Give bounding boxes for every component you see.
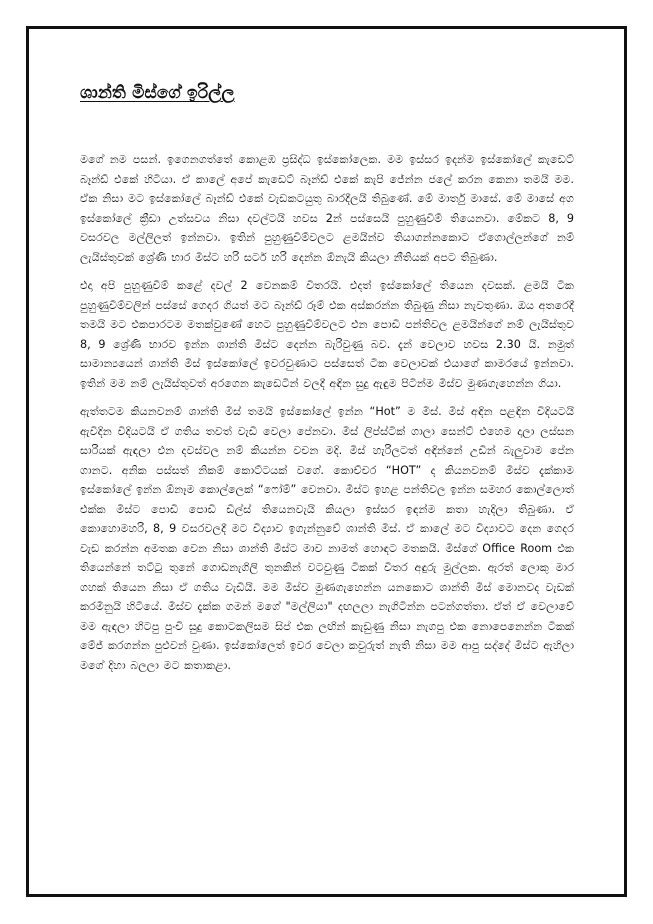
- paragraph-3: ඇත්තටම කියනවනම් ශාන්ති මිස් තමයි ඉස්කෝලේ ඉන්න “Hot” ම මිස්. මිස් අඳින පළඳින විදියටයි ඇවිදින විදියටයි ඒ ගතිය තවත් වැඩි වෙලා පේනවා. මිස් ලිප්ස්ටික් ගාලා සෙන්ට් එහෙම දාලා ලස්සන සාරියක් ඇඳලා එන දවස්වල නම් කියන්න වචන මදි. මිස් හැරිලටත් අඳින්නේ උඩින් බැලුවාම පේන ගානට. අනික පස්සත් නිකම් කොට්ටයක් වගේ. කොච්චර “HOT” ද කියනවනම් මිස්ව දැක්කාම ඉස්කෝලේ ඉන්න ඕනෑම කොල්ලෙක් “ෆෝම්” වෙනවා. මිස්ට ඉහළ පන්තිවල ඉන්න සමහර කොල්ලොත් එක්ක මිස්ට පොඩි පොඩි ඩීල්ස් තියෙනවැයි කියලා ඉස්සර ඉඳන්ම කතා හැදිලා තිබුණා. ඒ කොහොමහරි, 8, 9 වසරවලදී මට විද්‍යාව ඉගැන්නුවේ ශාන්ති මිස්. ඒ කාලේ මට විද්‍යාවට දෙන ගෙදර වැඩ කරන්න අමතක වෙන නිසා ශාන්ති මිස්ට මාව නාමත් හොඳට මතකයි. මිස්ගේ Office Room එක තියෙන්නේ තට්ටු තුනේ ගොඩනැගිලි තුනකින් වටවුණු ටිකක් විතර අඳුරු මුල්ලක. ඇරත් ලොකු මාර ගහක් තියෙන නිසා ඒ ගතිය වැඩියි. මම මිස්ව මුණගැහෙන්න යනකොට ශාන්ති මිස් මොනවද වැඩක් කරමිනුයි හිටියේ. මිස්ව දැක්ක ගමන් මගේ "මල්ලියා" දඟලලා නැගිටින්න පටන්ගත්තා. ඒත් ඒ වෙලාවේ මම ඇඳලා හිටපු පුංචි සුදු කොටකලිසම සිප් එක ලඟින් කැඩුණු නිසා නැගපු එක නොපෙනෙන්න ටිකක් මේජ් කරගන්න පුළුවන් වුණා. ඉස්කෝලෙත් ඉවර වෙලා කවුරුත් නැති නිසා මම ආපු සද්දේ මිස්ට ඇහිලා මගේ දිහා බලලා මට කතාකළා.: [80, 405, 574, 672]
- paragraph-1: මගේ නම පසන්. ඉගෙනගත්තේ කොළඹ ප්‍රසිද්ධ ඉස්කෝලෙක. මම ඉස්සර ඉදන්ම ඉස්කෝලේ කැඩෙට් බෑන්ඩ් එකේ හිටියා. ඒ කාලේ අපේ කැඩෙට් බෑන්ඩ් එකේ කැපි ජේන්න ජලේ කරන කෙනා තමයි මම. ඒක නිසා මට ඉස්කෝලේ බෑන්ඩ් එකේ වැඩකටයුතු බාරදීලයි තිබුණේ. මේ මාර්තු මාසේ. මේ මාසේ අග ඉස්කෝලේ ක්‍රීඩා උත්සවය නිසා දවල්ටයි හවස 2න් පස්සෙයි පුහුණුවීම් තියෙනවා. මේකට 8, 9 වසරවල මල්ලිලත් ඉන්නවා. ඉතින් පුහුණුවීම්වලට ළමයින්ව තියාගන්නකොට ඒගොල්ලන්ගේ නම් ලැයිස්තුවක් ශ්‍රේණි භාර මිස්ට හරි සර්ට හරි දෙන්න ඕනැයි කියලා නීතියක් අපට තිබුණා.: [80, 153, 574, 264]
- document-title: ශාන්ති මිස්ගේ ඉරිල්ල: [80, 83, 235, 103]
- paragraph-2: එදා අපි පුහුණුවීම් කළේ දවල් 2 වෙනකම් විතරයි. එදත් ඉස්කෝලේ තියෙන දවසක්. ළමයි ටික පුහුණුවීම්වලින් පස්සේ ගෙදර ගියත් මට බෑන්ඩ් රූම් එක අස්කරන්න තිබුණු නිසා නැවතුණා. ඔය අතරෙදී තමයි මට එකපාරටම මතක්වුණේ හෙට පුහුණුවීම්වලට එන පොඩි පන්තිවල ළමයින්ගේ නම් ලැයිස්තුව 8, 9 ශ්‍රේණි භාරව ඉන්න ශාන්ති මිස්ට දෙන්න බැරිවුණු බව. දැන් වෙලාව හවස 2.30 යි. නමුත් සාමාන්‍යයෙන් ශාන්ති මිස් ඉස්කෝලේ ඉවරවුණාට පස්සෙත් ටික වෙලාවක් එයාගේ කාමරයේ ඉන්නවා. ඉතින් මම නම් ලැයිස්තුවත් අරගෙන කැඩෙටින් වලදී අඳින සුදු ඇඳුම පිටින්ම මිස්ව මුණගැහෙන්න ගියා.: [80, 279, 574, 390]
- document-body: [80, 82, 574, 684]
